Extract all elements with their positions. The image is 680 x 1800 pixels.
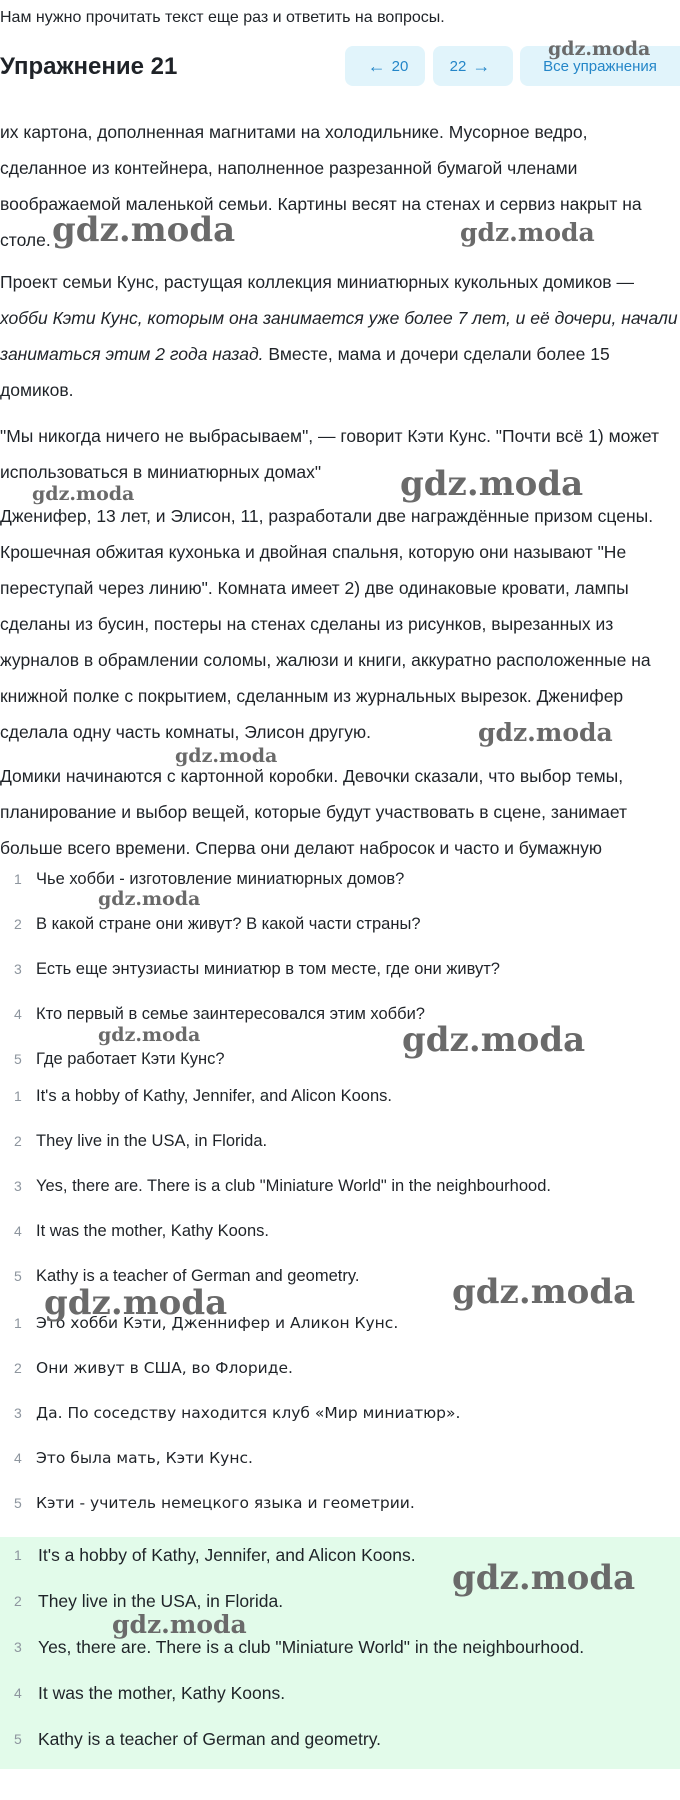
item-text: Чье хобби - изготовление миниатюрных домов? bbox=[36, 870, 405, 888]
list-item bbox=[0, 1174, 680, 1219]
text-paragraph-5 bbox=[0, 758, 678, 866]
text-part-5: Домики начинаются с картонной коробки. Девочки сказали, что выбор темы, планирование и выбор вещей, которые будут участвовать в сцене, занимает больше всего времени. Сперва они делают набросок и часто и бумажную bbox=[0, 766, 627, 858]
text-part-4: Дженифер, 13 лет, и Элисон, 11, разработали две награждённые призом сцены. Крошечная обжитая кухонька и двойная спальня, которую они называют "Не переступай через линию". Комната имеет 2) две одинаковые кровати, лампы сделаны из бусин, постеры на стенах сделаны из рисунков, вырезанных из журналов в обрамлении соломы, жалюзи и книги, аккуратно расположенные на книжной полке с покрытием, сделанным из журнальных вырезок. Дженифер сделала одну часть комнаты, Элисон другую. bbox=[0, 506, 654, 742]
text-paragraph-1 bbox=[0, 114, 678, 258]
item-number: 3 bbox=[14, 961, 22, 977]
item-text: Есть еще энтузиасты миниатюр в том месте, где они живут? bbox=[36, 960, 500, 978]
item-number: 3 bbox=[14, 1178, 22, 1194]
item-number: 5 bbox=[14, 1051, 22, 1067]
item-text: В какой стране они живут? В какой части страны? bbox=[36, 915, 421, 933]
item-text: Кэти - учитель немецкого языка и геометрии. bbox=[36, 1494, 415, 1512]
list-item bbox=[0, 1681, 680, 1727]
item-text: It's a hobby of Kathy, Jennifer, and Alicon Koons. bbox=[36, 1087, 392, 1105]
watermark: gdz.moda bbox=[112, 1610, 247, 1639]
item-text: Да. По соседству находится клуб «Мир миниатюр». bbox=[36, 1404, 461, 1422]
text-part-2-after: Вместе, мама и дочери сделали более 15 домиков. bbox=[0, 344, 610, 400]
watermark: gdz.moda bbox=[460, 218, 595, 247]
list-item bbox=[0, 1543, 680, 1589]
arrow-right-icon: → bbox=[472, 55, 491, 76]
item-text: Это была мать, Кэти Кунс. bbox=[36, 1449, 253, 1467]
item-text: Где работает Кэти Кунс? bbox=[36, 1050, 225, 1068]
item-number: 2 bbox=[14, 1133, 22, 1149]
item-number: 2 bbox=[14, 1360, 22, 1376]
item-number: 5 bbox=[14, 1268, 22, 1284]
item-number: 1 bbox=[14, 1547, 22, 1563]
item-number: 1 bbox=[14, 871, 22, 887]
answers-ru-list bbox=[0, 1311, 680, 1536]
list-item bbox=[0, 1446, 680, 1491]
list-item bbox=[0, 1311, 680, 1356]
arrow-left-icon: ← bbox=[367, 55, 386, 76]
item-number: 1 bbox=[14, 1315, 22, 1331]
text-part-2-italic: хобби Кэти Кунс, которым она занимается уже более 7 лет, и её дочери, начали заниматься этим 2 года назад. bbox=[0, 308, 678, 364]
text-part-2-before: Проект семьи Кунс, растущая коллекция миниатюрных кукольных домиков — bbox=[0, 272, 634, 292]
watermark: gdz.moda bbox=[452, 1558, 636, 1598]
watermark: gdz.moda bbox=[44, 1283, 228, 1323]
text-paragraph-4 bbox=[0, 498, 678, 750]
watermark: gdz.moda bbox=[400, 464, 584, 504]
list-item bbox=[0, 1589, 680, 1635]
list-item bbox=[0, 867, 680, 912]
list-item bbox=[0, 1727, 680, 1773]
list-item bbox=[0, 1356, 680, 1401]
item-text: Yes, there are. There is a club "Miniature World" in the neighbourhood. bbox=[36, 1177, 551, 1195]
all-exercises-button[interactable] bbox=[520, 46, 680, 86]
watermark: gdz.moda bbox=[402, 1020, 586, 1060]
answers-en-list bbox=[0, 1084, 680, 1309]
item-number: 2 bbox=[14, 916, 22, 932]
item-text: Kathy is a teacher of German and geometry. bbox=[36, 1267, 360, 1285]
list-item bbox=[0, 1002, 680, 1047]
item-number: 1 bbox=[14, 1088, 22, 1104]
prev-exercise-label: 20 bbox=[391, 57, 409, 75]
intro-text: Нам нужно прочитать текст еще раз и ответить на вопросы. bbox=[0, 9, 445, 26]
list-item bbox=[0, 912, 680, 957]
watermark: gdz.moda bbox=[32, 483, 135, 505]
next-exercise-button[interactable] bbox=[433, 46, 513, 86]
watermark: gdz.moda bbox=[52, 210, 236, 250]
item-number: 4 bbox=[14, 1685, 22, 1701]
list-item bbox=[0, 1401, 680, 1446]
list-item bbox=[0, 1635, 680, 1681]
watermark: gdz.moda bbox=[98, 1024, 201, 1046]
item-number: 2 bbox=[14, 1593, 22, 1609]
watermark: gdz.moda bbox=[452, 1272, 636, 1312]
item-number: 4 bbox=[14, 1223, 22, 1239]
text-part-2 bbox=[0, 264, 678, 408]
item-text: It was the mother, Kathy Koons. bbox=[38, 1683, 286, 1703]
list-item bbox=[0, 1084, 680, 1129]
item-text: Это хобби Кэти, Дженнифер и Аликон Кунс. bbox=[36, 1314, 399, 1332]
item-number: 3 bbox=[14, 1405, 22, 1421]
list-item bbox=[0, 1219, 680, 1264]
item-text: It's a hobby of Kathy, Jennifer, and Alicon Koons. bbox=[38, 1545, 416, 1565]
item-number: 3 bbox=[14, 1639, 22, 1655]
answers-en-highlight-list bbox=[0, 1543, 680, 1773]
item-text: Они живут в США, во Флориде. bbox=[36, 1359, 293, 1377]
list-item bbox=[0, 1491, 680, 1536]
watermark: gdz.moda bbox=[478, 718, 613, 747]
questions-ru-list bbox=[0, 867, 680, 1092]
item-text: It was the mother, Kathy Koons. bbox=[36, 1222, 269, 1240]
watermark: gdz.moda bbox=[175, 745, 278, 767]
item-text: They live in the USA, in Florida. bbox=[38, 1591, 284, 1611]
item-number: 5 bbox=[14, 1731, 22, 1747]
text-part-3: "Мы никогда ничего не выбрасываем", — говорит Кэти Кунс. "Почти всё 1) может использоваться в миниатюрных домах" bbox=[0, 426, 660, 482]
next-exercise-label: 22 bbox=[449, 57, 467, 75]
item-number: 4 bbox=[14, 1450, 22, 1466]
all-exercises-label: Все упражнения bbox=[543, 57, 657, 75]
item-number: 5 bbox=[14, 1495, 22, 1511]
item-text: Кто первый в семье заинтересовался этим хобби? bbox=[36, 1005, 425, 1023]
list-item bbox=[0, 1264, 680, 1309]
watermark: gdz.moda bbox=[98, 888, 201, 910]
list-item bbox=[0, 957, 680, 1002]
exercise-title: Упражнение 21 bbox=[0, 53, 178, 80]
item-number: 4 bbox=[14, 1006, 22, 1022]
list-item bbox=[0, 1129, 680, 1174]
item-text: They live in the USA, in Florida. bbox=[36, 1132, 268, 1150]
item-text: Kathy is a teacher of German and geometry. bbox=[38, 1729, 382, 1749]
watermark: gdz.moda bbox=[548, 38, 651, 60]
text-paragraph-3 bbox=[0, 418, 678, 490]
prev-exercise-button[interactable] bbox=[345, 46, 425, 86]
text-paragraph-2 bbox=[0, 264, 678, 408]
item-text: Yes, there are. There is a club "Miniature World" in the neighbourhood. bbox=[38, 1637, 585, 1657]
text-part-1: их картона, дополненная магнитами на холодильнике. Мусорное ведро, сделанное из контейнера, наполненное разрезанной бумагой членами воображаемой маленькой семьи. Картины весят на стенах и сервиз накрыт на столе. bbox=[0, 122, 642, 250]
